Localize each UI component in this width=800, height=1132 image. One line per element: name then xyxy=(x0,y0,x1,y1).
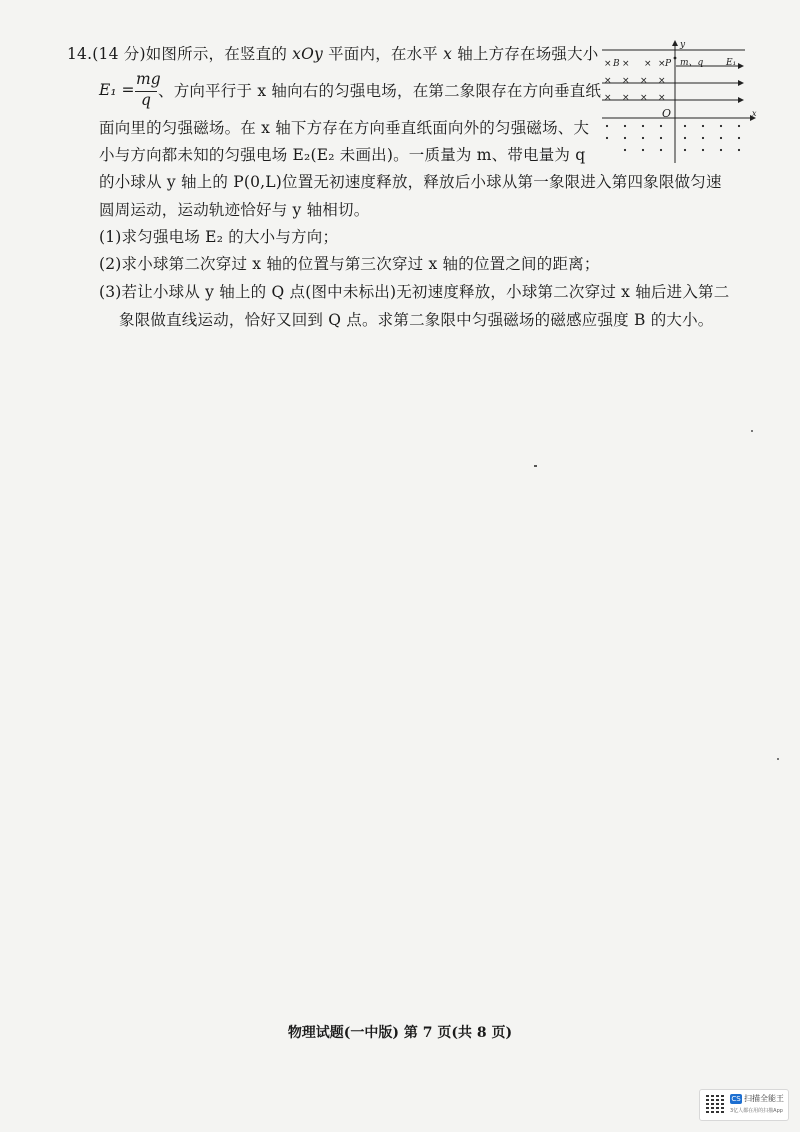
e1-arrow-head-2 xyxy=(738,80,744,86)
scan-speck xyxy=(751,430,753,432)
fraction-numerator: mg xyxy=(136,70,161,88)
scan-speck xyxy=(534,465,537,467)
scan-speck xyxy=(777,758,779,760)
y-axis-label: y xyxy=(680,40,686,50)
e1-arrow-head-1 xyxy=(738,63,744,69)
scanner-name: 扫描全能王 xyxy=(744,1094,784,1103)
svg-text:×: × xyxy=(658,76,666,86)
svg-text:×: × xyxy=(640,93,648,103)
line1-part-c: 轴上方存在场强大小 xyxy=(452,45,599,63)
question-line-4: 小与方向都未知的匀强电场 E₂(E₂ 未画出)。一质量为 m、带电量为 q xyxy=(99,146,586,164)
line1-x: x xyxy=(443,45,453,63)
sub-question-1: (1)求匀强电场 E₂ 的大小与方向； xyxy=(99,228,339,246)
field-diagram xyxy=(600,38,760,168)
page-footer: 物理试题(一中版) 第 7 页(共 8 页) xyxy=(287,1025,513,1041)
svg-text:×: × xyxy=(622,93,630,103)
question-points: (14 分) xyxy=(92,45,146,63)
question-line-6: 圆周运动，运动轨迹恰好与 y 轴相切。 xyxy=(99,201,370,219)
sub-question-3: (3)若让小球从 y 轴上的 Q 点(图中未标出)无初速度释放，小球第二次穿过 x 轴后进入第二 xyxy=(99,283,730,301)
y-axis-arrow xyxy=(672,40,678,46)
question-line-2: 、方向平行于 x 轴向右的匀强电场，在第二象限存在方向垂直纸 xyxy=(158,82,602,100)
sub-question-3-cont: 象限做直线运动，恰好又回到 Q 点。求第二象限中匀强磁场的磁感应强度 B 的大小。 xyxy=(119,311,714,329)
svg-text:×: × xyxy=(622,76,630,86)
question-line-5: 的小球从 y 轴上的 P(0,L)位置无初速度释放，释放后小球从第一象限进入第四象限做匀速 xyxy=(99,173,722,191)
line1-part-a: 如图所示，在竖直的 xyxy=(145,45,293,63)
svg-text:×: × xyxy=(658,59,666,69)
svg-text:×: × xyxy=(640,76,648,86)
e1-symbol: E₁ = xyxy=(99,81,135,99)
qr-code-icon xyxy=(704,1093,726,1115)
question-line-1 xyxy=(67,44,599,64)
sub-question-2: (2)求小球第二次穿过 x 轴的位置与第三次穿过 x 轴的位置之间的距离； xyxy=(99,255,600,273)
question-line-3: 面向里的匀强磁场。在 x 轴下方存在方向垂直纸面向外的匀强磁场、大 xyxy=(99,119,590,137)
svg-text:×: × xyxy=(604,93,612,103)
origin-label: O xyxy=(662,107,672,120)
svg-text:×: × xyxy=(604,76,612,86)
mq-label: m、q xyxy=(680,58,704,68)
question-number: 14. xyxy=(67,45,93,63)
point-p xyxy=(674,57,677,60)
x-axis-label: x xyxy=(752,109,757,118)
p-label: P xyxy=(665,59,672,69)
svg-text:×: × xyxy=(644,59,652,69)
svg-text:×: × xyxy=(658,93,666,103)
magnetic-field-dots xyxy=(606,125,740,151)
line1-xoy: xOy xyxy=(292,45,323,63)
line1-part-b: 平面内，在水平 xyxy=(322,45,444,63)
e1-arrow-head-3 xyxy=(738,97,744,103)
scanner-watermark xyxy=(699,1089,789,1121)
scanner-tagline: 3亿人都在用的扫描App xyxy=(730,1108,783,1114)
svg-text:×: × xyxy=(622,59,630,69)
fraction-denominator: q xyxy=(141,91,151,109)
e1-label: E₁ xyxy=(726,58,737,68)
b-label: B xyxy=(613,59,620,69)
cs-logo-icon: CS xyxy=(731,1095,741,1103)
svg-text:×: × xyxy=(604,59,612,69)
